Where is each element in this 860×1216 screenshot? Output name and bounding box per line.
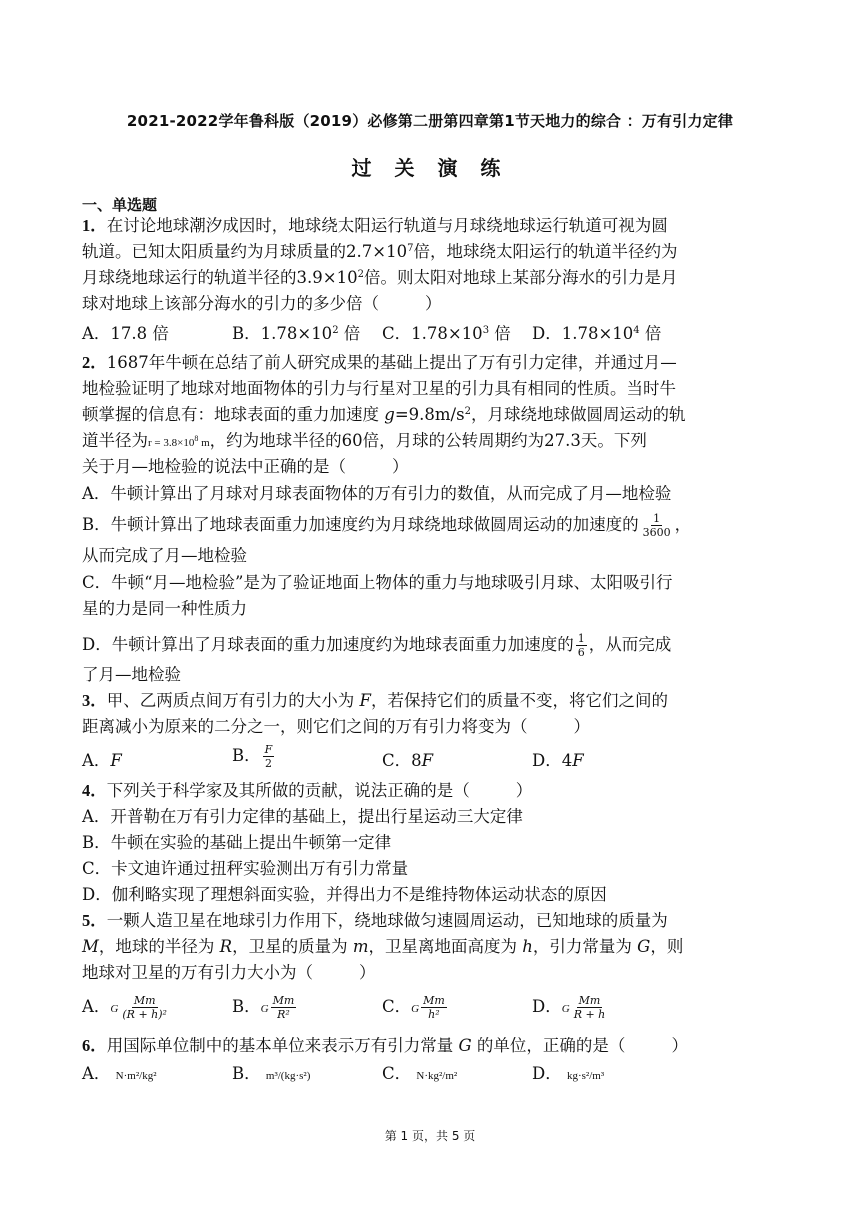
question-3-option-a: A．F xyxy=(82,751,122,770)
question-2-line-3: 顿掌握的信息有：地球表面的重力加速度 $g=9.8m/s^2$，月球绕地球做圆周运动的轨 xyxy=(82,405,686,424)
question-1-line-2: 轨道。已知太阳质量约为月球质量的$2.7\times 10^7$倍，地球绕太阳运行的轨道半径约为 xyxy=(82,242,678,261)
question-3-line-2: 距离减小为原来的二分之一，则它们之间的万有引力将变为（ ） xyxy=(82,717,590,736)
fraction-1-6: $\frac{1}{6}$ xyxy=(577,632,585,659)
question-2-line-4: 道半径为$r = 3.8\times 10^8$ m，约为地球半径的60倍，月球的公转周期约为27.3天。下列 xyxy=(82,431,647,450)
question-2-option-b-line-2: 从而完成了月—地检验 xyxy=(82,546,247,565)
question-3-option-d: D．4F xyxy=(532,751,584,770)
question-6-option-c: C． N·kg²/m² xyxy=(382,1064,458,1083)
question-3-number: 3． xyxy=(82,691,107,710)
question-1-option-a: A．17.8 倍 xyxy=(82,324,169,343)
question-2-option-b: B．牛顿计算出了地球表面重力加速度约为月球绕地球做圆周运动的加速度的 $\frac{1}{3600}$ ， xyxy=(82,512,692,539)
section-heading: 一、单选题 xyxy=(82,196,158,214)
question-3-option-b: B． $\frac{F}{2}$ xyxy=(232,743,273,770)
question-5-option-d: D．G $\frac{Mm}{R + h}$ xyxy=(532,994,606,1021)
question-1-line-4: 球对地球上该部分海水的引力的多少倍（ ） xyxy=(82,294,442,313)
question-1-option-c: C．$1.78\times 10^3$ 倍 xyxy=(382,324,511,343)
question-5-option-c: C．G $\frac{Mm}{\text{h²}}$ xyxy=(382,994,445,1021)
question-6-option-a: A． N·m²/kg² xyxy=(82,1064,157,1083)
question-2-option-a: A．牛顿计算出了月球对月球表面物体的万有引力的数值，从而完成了月—地检验 xyxy=(82,484,672,503)
question-1-line-3: 月球绕地球运行的轨道半径的$3.9\times 10^2$倍。则太阳对地球上某部分海水的引力是月 xyxy=(82,268,678,287)
question-4-option-a: A．开普勒在万有引力定律的基础上，提出行星运动三大定律 xyxy=(82,807,523,826)
question-6-number: 6． xyxy=(82,1036,107,1055)
fraction-1-3600: $\frac{1}{3600}$ xyxy=(642,512,671,539)
question-2-option-c: C．牛顿“月—地检验”是为了验证地面上物体的重力与地球吸引月球、太阳吸引行 xyxy=(82,573,673,592)
question-4-number: 4． xyxy=(82,781,107,800)
question-3-line-1: 3．甲、乙两质点间万有引力的大小为 F，若保持它们的质量不变，将它们之间的 xyxy=(82,691,668,710)
question-2-line-5: 关于月—地检验的说法中正确的是（ ） xyxy=(82,457,409,476)
question-5-option-a: A．G $\frac{Mm}{\text{(R + h)²}}$ xyxy=(82,994,167,1021)
question-1-number: 1． xyxy=(82,216,107,235)
question-4-option-b: B．牛顿在实验的基础上提出牛顿第一定律 xyxy=(82,833,392,852)
question-5-number: 5． xyxy=(82,911,107,930)
question-5-line-2: M，地球的半径为 R，卫星的质量为 m，卫星离地面高度为 h，引力常量为 G，则 xyxy=(82,937,684,956)
question-1-option-d: D．$1.78\times 10^4$ 倍 xyxy=(532,324,662,343)
document-subtitle: 过 关 演 练 xyxy=(351,156,509,180)
question-4-line-1: 4．下列关于科学家及其所做的贡献，说法正确的是（ ） xyxy=(82,781,533,800)
document-title: 2021-2022学年鲁科版（2019）必修第二册第四章第1节天地力的综合 ：万有引力定律 xyxy=(126,112,734,130)
question-6-line-1: 6．用国际单位制中的基本单位来表示万有引力常量 G 的单位，正确的是（ ） xyxy=(82,1036,688,1055)
question-2-line-1: 2．1687年牛顿在总结了前人研究成果的基础上提出了万有引力定律，并通过月— xyxy=(82,353,677,372)
question-1-line-1: 1．在讨论地球潮汐成因时，地球绕太阳运行轨道与月球绕地球运行轨道可视为圆 xyxy=(82,216,668,235)
question-2-option-c-line-2: 星的力是同一种性质力 xyxy=(82,599,247,618)
question-2-option-d: D．牛顿计算出了月球表面的重力加速度约为地球表面重力加速度的 $\frac{1}{6}$ ，从而完成 xyxy=(82,632,672,659)
question-2-option-d-line-2: 了月—地检验 xyxy=(82,665,181,684)
question-4-option-d: D．伽利略实现了理想斜面实验，并得出力不是维持物体运动状态的原因 xyxy=(82,885,607,904)
page-footer: 第 1 页，共 5 页 xyxy=(384,1129,476,1143)
question-2-line-2: 地检验证明了地球对地面物体的引力与行星对卫星的引力具有相同的性质。当时牛 xyxy=(82,379,676,398)
question-5-option-b: B．G $\frac{Mm}{\text{R²}}$ xyxy=(232,994,295,1021)
question-1-option-b: B．$1.78\times 10^2$ 倍 xyxy=(232,324,361,343)
question-6-option-b: B． m³/(kg·s²) xyxy=(232,1064,311,1083)
question-3-option-c: C．8F xyxy=(382,751,434,770)
question-2-number: 2． xyxy=(82,353,107,372)
question-5-line-3: 地球对卫星的万有引力大小为（ ） xyxy=(82,963,376,982)
question-6-option-d: D． kg·s²/m³ xyxy=(532,1064,605,1083)
question-4-option-c: C．卡文迪许通过扭秤实验测出万有引力常量 xyxy=(82,859,409,878)
question-5-line-1: 5．一颗人造卫星在地球引力作用下，绕地球做匀速圆周运动，已知地球的质量为 xyxy=(82,911,668,930)
